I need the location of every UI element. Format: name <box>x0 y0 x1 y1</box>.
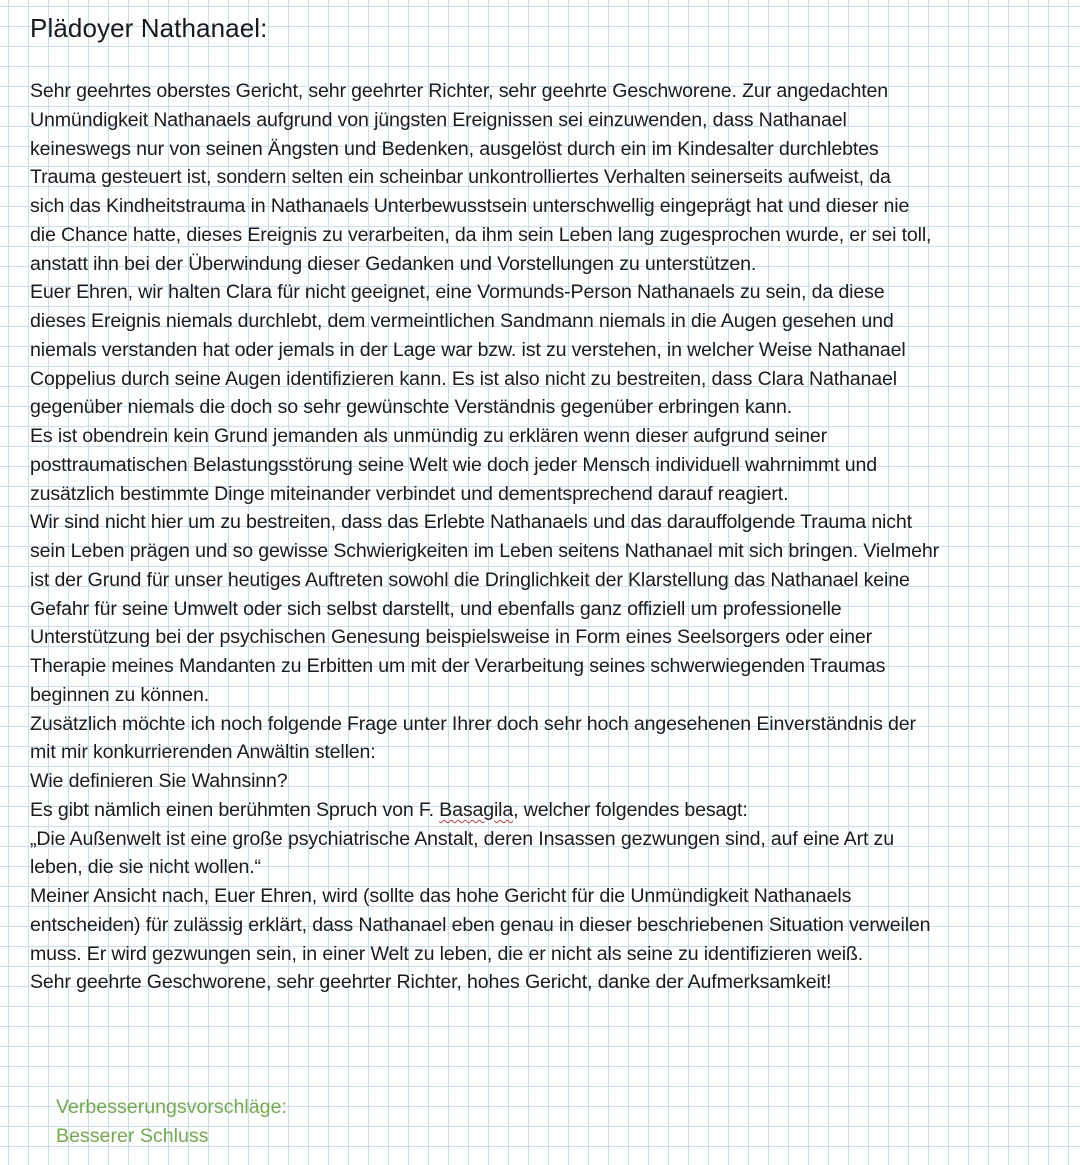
text-line: Euer Ehren, wir halten Clara für nicht geeignet, eine Vormunds-Person Nathanaels zu sein, da diese <box>30 281 885 304</box>
quote-line: leben, die sie nicht wollen.“ <box>30 856 261 879</box>
text-line: niemals verstanden hat oder jemals in der Lage war bzw. ist zu verstehen, in welcher Weise Nathanael <box>30 338 906 361</box>
text-line: muss. Er wird gezwungen sein, in einer Welt zu leben, die er nicht als seine zu identifizieren weiß. <box>30 942 864 965</box>
text-line: dieses Ereignis niemals durchlebt, dem vermeintlichen Sandmann niemals in die Augen gesehen und <box>30 310 894 332</box>
spellcheck-flagged-word[interactable]: Basagila <box>439 798 514 821</box>
plea-text <box>30 77 1078 997</box>
paragraph-intro <box>30 77 1078 278</box>
paragraph-clara <box>30 278 1078 422</box>
text-line: anstatt ihn bei der Überwindung dieser Gedanken und Vorstellungen zu unterstützen. <box>30 252 757 275</box>
paragraph-ptsd <box>30 422 1078 508</box>
paragraph-purpose <box>30 508 1078 709</box>
paragraph-closing <box>30 882 1078 997</box>
text-line: posttraumatischen Belastungsstörung seine Welt wie doch jeder Mensch individuell wahrnimmt und <box>30 453 878 476</box>
paragraph-question <box>30 767 1078 796</box>
text-line: die Chance hatte, dieses Ereignis zu verarbeiten, da ihm sein Leben lang zugesprochen wurde, er sei toll, <box>30 223 932 246</box>
paragraph-quote <box>30 796 1078 882</box>
text-line: gegenüber niemals die doch so sehr gewünschte Verständnis gegenüber erbringen kann. <box>30 396 793 419</box>
improvement-suggestions <box>56 1093 287 1151</box>
text-line: zusätzlich bestimmte Dinge miteinander verbindet und dementsprechend darauf reagiert. <box>30 482 789 505</box>
text-line: Unmündigkeit Nathanaels aufgrund von jüngsten Ereignissen sei einzuwenden, dass Nathanael <box>30 108 847 131</box>
text-line: Coppelius durch seine Augen identifizieren kann. Es ist also nicht zu bestreiten, dass Clara Nathanael <box>30 367 897 390</box>
text-line: Meiner Ansicht nach, Euer Ehren, wird (sollte das hohe Gericht für die Unmündigkeit Nathanaels <box>30 885 852 907</box>
text-line: Wie definieren Sie Wahnsinn? <box>30 770 288 792</box>
text-line: Wir sind nicht hier um zu bestreiten, dass das Erlebte Nathanaels und das darauffolgende Trauma nicht <box>30 511 912 534</box>
text-line: Therapie meines Mandanten zu Erbitten um mit der Verarbeitung seines schwerwiegenden Traumas <box>30 655 886 677</box>
text-line: beginnen zu können. <box>30 683 210 706</box>
text-line: mit mir konkurrierenden Anwältin stellen: <box>30 741 376 764</box>
text-line: Sehr geehrte Geschworene, sehr geehrter Richter, hohes Gericht, danke der Aufmerksamkeit! <box>30 971 832 994</box>
text-line: Unterstützung bei der psychischen Genesung beispielsweise in Form eines Seelsorgers oder einer <box>30 626 872 649</box>
text-line: Gefahr für seine Umwelt oder sich selbst darstellt, und ebenfalls ganz offiziell um professionelle <box>30 597 842 620</box>
quote-intro-after: , welcher folgendes besagt: <box>513 798 748 821</box>
quote-intro-before: Es gibt nämlich einen berühmten Spruch von F. <box>30 798 440 821</box>
suggestion-item: Besserer Schluss <box>56 1125 209 1147</box>
text-line: Sehr geehrtes oberstes Gericht, sehr geehrter Richter, sehr geehrte Geschworene. Zur angedachten <box>30 80 889 102</box>
text-line: entscheiden) für zulässig erklärt, dass Nathanael eben genau in dieser beschriebenen Situation verweilen <box>30 913 931 936</box>
quote-line: „Die Außenwelt ist eine große psychiatrische Anstalt, deren Insassen gezwungen sind, auf eine Art zu <box>30 827 894 850</box>
text-line: Es ist obendrein kein Grund jemanden als unmündig zu erklären wenn dieser aufgrund seiner <box>30 425 828 447</box>
paragraph-question-intro <box>30 710 1078 768</box>
text-line: keineswegs nur von seinen Ängsten und Bedenken, ausgelöst durch ein im Kindesalter durchlebtes <box>30 137 879 160</box>
text-line: Zusätzlich möchte ich noch folgende Frage unter Ihrer doch sehr hoch angesehenen Einverständnis der <box>30 712 916 735</box>
text-line: sein Leben prägen und so gewisse Schwierigkeiten im Leben seitens Nathanael mit sich bringen. Vielmehr <box>30 540 940 562</box>
document-title: Plädoyer Nathanael: <box>30 13 268 43</box>
text-line: Trauma gesteuert ist, sondern selten ein scheinbar unkontrolliertes Verhalten seinerseits aufweist, da <box>30 166 891 189</box>
suggestions-heading: Verbesserungsvorschläge: <box>56 1096 287 1118</box>
quote-intro-line <box>30 796 1078 825</box>
text-line: sich das Kindheitstrauma in Nathanaels Unterbewusstsein unterschwellig eingeprägt hat und dieser nie <box>30 195 910 217</box>
text-line: ist der Grund für unser heutiges Auftreten sowohl die Dringlichkeit der Klarstellung das Nathanael keine <box>30 568 910 591</box>
